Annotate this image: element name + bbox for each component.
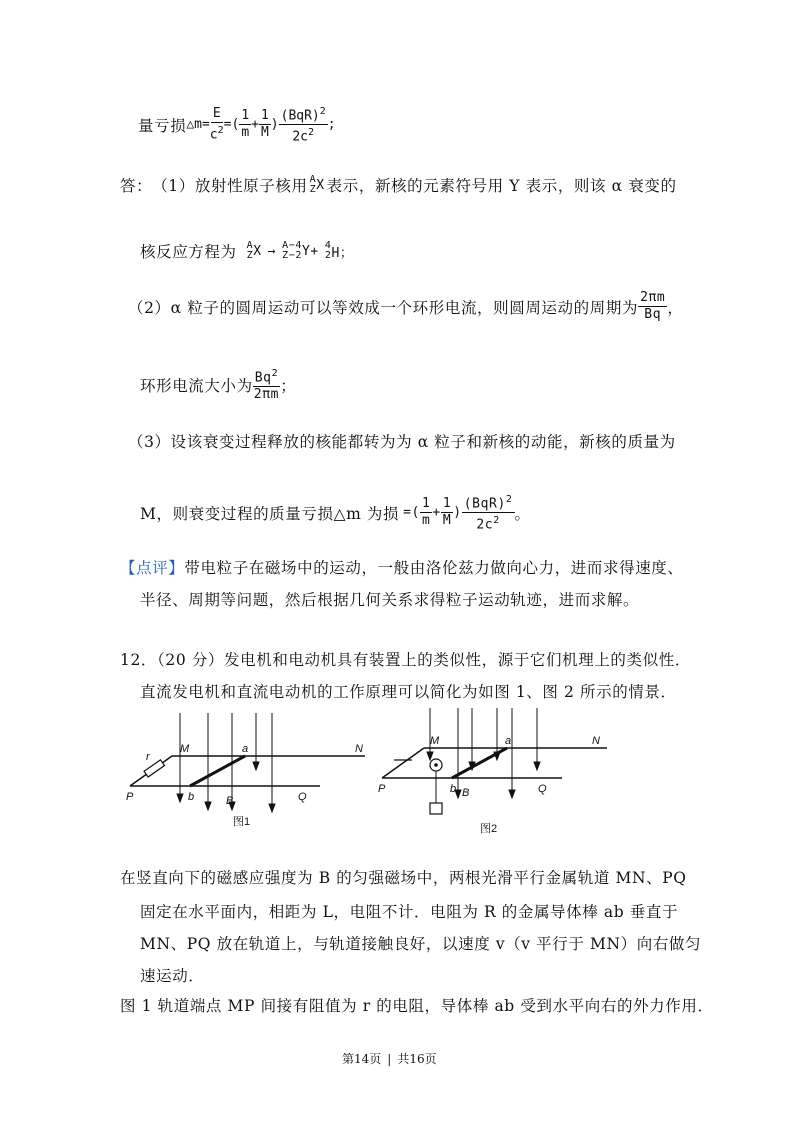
comment-tag: 【点评】 [120, 559, 185, 577]
footer-separator: | [387, 1051, 392, 1066]
q12-line1: 12．（20 分）发电机和电动机具有装置上的类似性，源于它们机理上的类似性． [120, 651, 691, 669]
label-a: a [242, 743, 249, 755]
svg-text:B: B [462, 787, 470, 799]
fraction-E-c2: $\frac{E}{c^2}$ [209, 106, 224, 143]
svg-text:N: N [592, 735, 600, 747]
answer-q1-line2: 核反应方程为 A Z X → A−4 Z−2 Y+ 4 2 H； [140, 240, 354, 261]
label-P: P [126, 791, 134, 803]
answer-q2-line2: 环形电流大小为 $\frac{Bq^2}{2\pi m}$ ； [140, 368, 297, 403]
arrow-icon: → [267, 243, 277, 259]
svg-text:P: P [378, 783, 386, 795]
answer-q2-line1: （2）α 粒子的圆周运动可以等效成一个环形电流，则圆周运动的周期为 $\frac{2\pi m}{Bq}$ ， [128, 290, 684, 322]
mass-loss-formula: 量亏损 △m= $\frac{E}{c^2}$ =( $\frac{1}{m}$ + $\frac{1}{M}$ ) $\frac{(BqR)^2}{2c^2}$ ; [138, 106, 336, 145]
comment-line1: 【点评】带电粒子在磁场中的运动，一般由洛伦兹力做向心力，进而求得速度、 [120, 559, 684, 577]
answer-label: 答： [120, 177, 153, 195]
svg-text:a: a [505, 735, 512, 747]
mass-loss-prefix: 量亏损 [138, 116, 187, 135]
figure-1 [120, 708, 370, 842]
q12-para2: 固定在水平面内，相距为 L，电阻不计．电阻为 R 的金属导体棒 ab 垂直于 [140, 903, 679, 921]
page-footer [342, 1050, 437, 1067]
q12-line2: 直流发电机和直流电动机的工作原理可以简化为如图 1、图 2 所示的情景． [140, 683, 677, 701]
page-number: 第14页 [342, 1052, 382, 1066]
answer-q3-line2: M，则衰变过程的质量亏损△m 为损 =( $\frac{1}{m}$ + $\frac{1}{M}$ ) $\frac{(BqR)^2}{2c^2}$ 。 [140, 494, 531, 533]
q12-para4: 速运动． [140, 967, 205, 985]
fig1-caption: 图1 [233, 816, 251, 828]
label-Q: Q [298, 791, 307, 803]
answer-q3-line1: （3）设该衰变过程释放的核能都转为为 α 粒子和新核的动能，新核的质量为 [128, 433, 676, 451]
delta-m: △m= [186, 117, 210, 133]
fraction-BqR2-2c2-q3: $\frac{(BqR)^2}{2c^2}$ [463, 494, 513, 533]
label-b: b [188, 791, 195, 803]
fig2-caption: 图2 [480, 823, 498, 835]
label-N: N [355, 743, 363, 755]
comment-line2: 半径、周期等问题，然后根据几何关系求得粒子运动轨迹，进而求解。 [140, 591, 640, 609]
reaction-equation: A Z X → A−4 Z−2 Y+ 4 2 H； [246, 240, 354, 261]
label-B: B [226, 795, 234, 807]
svg-text:b: b [450, 783, 457, 795]
label-r: r [146, 751, 150, 763]
svg-text:M: M [430, 735, 440, 747]
q12-para5: 图 1 轨道端点 MP 间接有阻值为 r 的电阻，导体棒 ab 受到水平向右的外力作用． [120, 997, 714, 1015]
fraction-BqR2-2c2: $\frac{(BqR)^2}{2c^2}$ [280, 106, 326, 145]
current-fraction: $\frac{Bq^2}{2\pi m}$ [253, 368, 280, 403]
label-M: M [180, 743, 190, 755]
q12-para3: MN、PQ 放在轨道上，与轨道接触良好，以速度 v（v 平行于 MN）向右做匀 [140, 935, 702, 953]
nuclide-X: A Z X [309, 174, 325, 195]
q12-para1: 在竖直向下的磁感应强度为 B 的匀强磁场中，两根光滑平行金属轨道 MN、PQ [120, 869, 687, 887]
fraction-1-M: $\frac{1}{M}$ [260, 108, 269, 141]
fraction-1-m: $\frac{1}{m}$ [241, 108, 250, 141]
page-total: 共16页 [397, 1052, 437, 1066]
svg-text:Q: Q [538, 783, 547, 795]
answer-q1-line1: 答： （1）放射性原子核用 A Z X 表示，新核的元素符号用 Y 表示，则该 α 衰变的 [120, 174, 677, 195]
period-fraction: $\frac{2\pi m}{Bq}$ [640, 290, 666, 322]
figure-2 [372, 708, 612, 842]
